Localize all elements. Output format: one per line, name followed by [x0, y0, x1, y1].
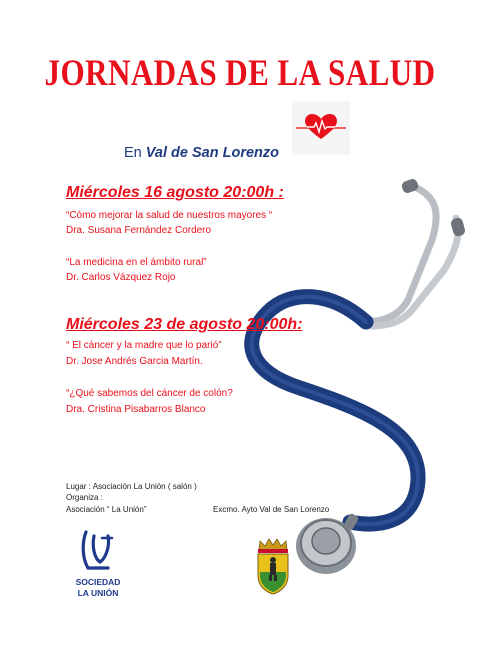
- talk-speaker: Dra. Susana Fernández Cordero: [66, 225, 212, 236]
- talk-topic: “La medicina en el ámbito rural”: [66, 257, 207, 268]
- talk-speaker: Dra. Cristina Pisabarros Blanco: [66, 404, 206, 415]
- organizer-association: Asociación “ La Unión”: [66, 505, 147, 514]
- session-date: Miércoles 23 de agosto 20:00h:: [66, 316, 303, 333]
- talk-speaker: Dr. Carlos Vázquez Rojo: [66, 272, 176, 283]
- session-date: Miércoles 16 agosto 20:00h :: [66, 184, 284, 201]
- organizer-council: Excmo. Ayto Val de San Lorenzo: [213, 505, 330, 514]
- talk-topic: “ El cáncer y la madre que lo parió”: [66, 340, 222, 351]
- talk-speaker: Dr. Jose Andrés Garcia Martín.: [66, 356, 203, 367]
- location-place: Val de San Lorenzo: [145, 145, 279, 161]
- coat-of-arms-icon: [254, 536, 292, 596]
- logo-line-2: LA UNIÓN: [77, 588, 119, 598]
- poster-title: JORNADAS DE LA SALUD: [44, 53, 436, 94]
- organiza-label: Organiza :: [66, 493, 103, 502]
- talk-topic: “¿Qué sabemos del cáncer de colón?: [66, 388, 233, 399]
- venue-text: Lugar : Asociación La Unión ( salón ): [66, 482, 197, 491]
- logo-line-1: SOCIEDAD: [75, 577, 121, 587]
- sociedad-la-union-logo: [78, 528, 118, 574]
- location-prefix: En: [124, 145, 142, 161]
- talk-topic: “Cómo mejorar la salud de nuestros mayores “: [66, 210, 273, 221]
